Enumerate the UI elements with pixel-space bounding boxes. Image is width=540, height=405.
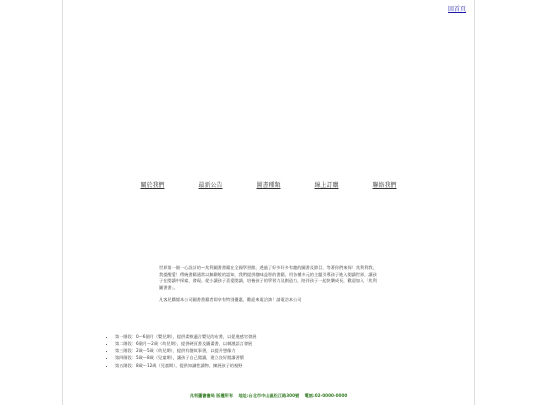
- nav-item-news[interactable]: 最新公告: [198, 182, 223, 189]
- nav-item-online-order[interactable]: 線上訂購: [314, 182, 339, 189]
- nav-item-book-categories[interactable]: 圖書種類: [256, 182, 281, 189]
- intro-paragraph-offer: 凡客兒購閱本公司圖書書籍者即享有特別優惠，歡迎來電洽詢！請電洽本公司: [159, 297, 302, 302]
- list-item: • 第二階段：6個月～2歲（幼兒期），提供硬頁書及圖畫書，以刺激語言發展: [115, 340, 415, 347]
- list-item: • 第五階段：8歲～12歲（兒童期），提供知識性讀物，擴展孩子的視野: [115, 362, 415, 369]
- footer-address: 地址:台北市中山區松江路300號: [238, 393, 300, 398]
- list-item: • 第一階段：0～6個月（嬰兒期），提供柔軟適合嬰兒的布書，以促進感官發展: [115, 333, 415, 340]
- intro-section: [159, 265, 379, 310]
- home-link[interactable]: 回首頁: [447, 6, 466, 13]
- list-item: • 第三階段：2歲～5歲（幼兒期），提供有趣故事書，以提升想像力: [115, 347, 415, 354]
- footer-company: 兆利圖書書局 版權所有: [189, 393, 234, 398]
- intro-paragraph: 世界第一個一心設計的—兆利圖書書籍在全國學習館，透過了好多好多有趣的圖書及節目，等著你們來探！兆利利我，我提醒愛！傳統書籍通常以無聊般的認知，我們提供趣味益智的書籍，用各種多元的主題引導孩子進入閱讀世界，讓孩子在閱讀中探索、發現。從小讓孩子喜愛閱讀，培養孩子的學習力及創造力，陪伴孩子一起快樂成長，歡迎加入「兆利圖書書」。: [159, 265, 377, 290]
- footer-phone: 電話:02-0000-0000: [304, 393, 348, 398]
- nav-item-about[interactable]: 關於我們: [140, 182, 165, 189]
- nav-item-contact[interactable]: 聯絡我們: [372, 182, 397, 189]
- list-item: • 第四階段：5歲～8歲（兒童期），讓孩子自己閱讀，建立良好閱讀習慣: [115, 354, 415, 361]
- footer: [63, 393, 474, 399]
- main-nav: [63, 180, 474, 189]
- reading-stages-list: [107, 333, 415, 369]
- page-container: [62, 0, 475, 405]
